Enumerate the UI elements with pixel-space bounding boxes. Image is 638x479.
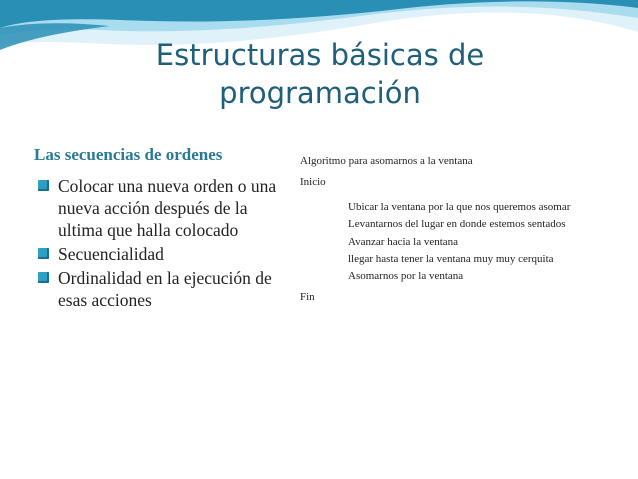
algorithm-step: Avanzar hacia la ventana bbox=[348, 236, 459, 248]
algorithm-step: Asomarnos por la ventana bbox=[348, 270, 464, 282]
square-bullet-icon bbox=[38, 248, 49, 259]
bullet-item bbox=[38, 175, 288, 241]
algorithm-heading: Algoritmo para asomarnos a la ventana bbox=[300, 155, 473, 167]
algorithm-step: Ubicar la ventana por la que nos queremos asomar bbox=[348, 201, 571, 213]
bullet-text: Secuencialidad bbox=[58, 244, 164, 264]
algorithm-step: Levantarnos del lugar en donde estemos sentados bbox=[348, 218, 566, 230]
algorithm-step: llegar hasta tener la ventana muy muy cerquita bbox=[348, 253, 554, 265]
algorithm-end: Fin bbox=[300, 291, 315, 303]
slide-title: Estructuras básicas de programación bbox=[155, 38, 485, 110]
bullet-text: Ordinalidad en la ejecución de esas acciones bbox=[58, 268, 272, 310]
square-bullet-icon bbox=[38, 180, 49, 191]
algorithm-block bbox=[300, 153, 605, 306]
square-bullet-icon bbox=[38, 272, 49, 283]
bullet-item bbox=[38, 243, 288, 265]
algorithm-start: Inicio bbox=[300, 176, 326, 188]
bullet-item bbox=[38, 267, 288, 311]
bullet-list bbox=[38, 175, 288, 313]
bullet-text: Colocar una nueva orden o una nueva acción después de la ultima que halla colocado bbox=[58, 176, 277, 240]
section-subtitle: Las secuencias de ordenes bbox=[34, 145, 223, 164]
